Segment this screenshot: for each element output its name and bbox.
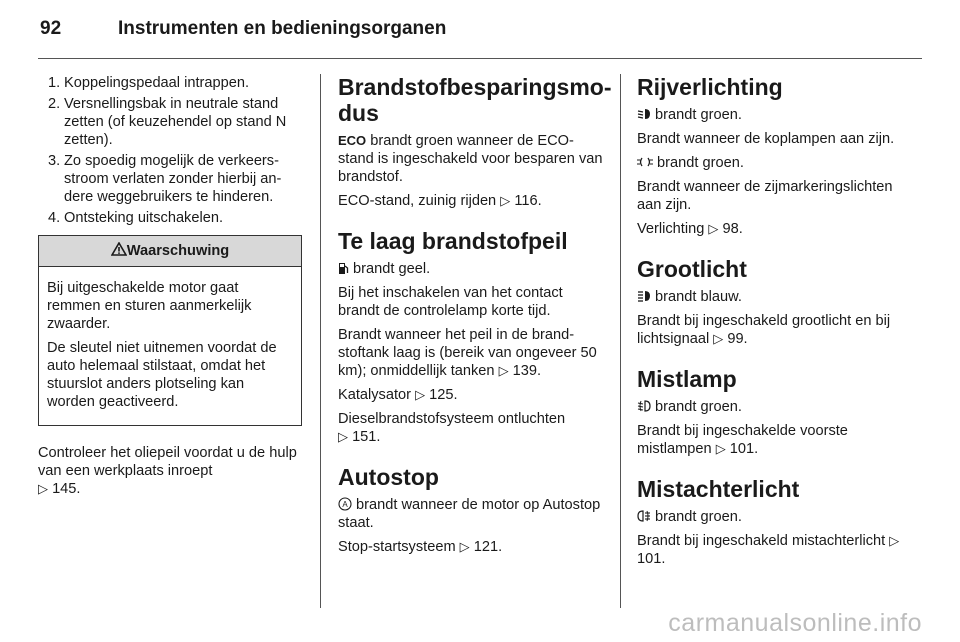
paragraph: Bij het inschakelen van het contact brandt de controlelamp korte tijd.	[338, 285, 563, 319]
paragraph: brandt blauw.	[637, 288, 907, 306]
section-heading: Mistachterlicht	[637, 476, 800, 502]
page-ref: 121.	[473, 539, 503, 555]
paragraph: Brandt bij ingeschakeld grootlicht en bij lichtsignaal ▷ 99.	[637, 313, 891, 347]
paragraph: Dieselbrandstofsysteem ontluchten ▷ 151.	[338, 411, 566, 445]
page-ref: 125.	[429, 387, 458, 403]
page-ref-icon: ▷	[338, 429, 348, 444]
page-ref-icon: ▷	[38, 481, 48, 496]
column-1	[38, 74, 302, 504]
list-item: 3. Zo spoedig mogelijk de verkeersstroom verlaten zonder hierbij andere weggebruikers te hinderen.	[48, 153, 282, 205]
watermark: carmanualsonline.info	[668, 609, 922, 637]
steps-list	[38, 74, 302, 227]
section-heading: Mistlamp	[637, 366, 737, 392]
paragraph: Brandt wanneer het peil in de brandstoftank laag is (bereik van ongeveer 50 km); onmiddellijk tanken ▷ 139.	[338, 327, 597, 379]
front-fog-light-icon	[637, 400, 651, 412]
paragraph: ECO-stand, zuinig rijden ▷ 116.	[338, 193, 542, 209]
page-ref: 101.	[637, 551, 666, 567]
side-marker-lights-icon	[637, 156, 653, 168]
warning-title: Waarschuwing	[126, 243, 230, 259]
warning-text: Bij uitgeschakelde motor gaat remmen en sturen aanmerkelijk zwaarder.	[47, 280, 252, 332]
page-ref: 116.	[514, 193, 542, 209]
page-ref-icon: ▷	[500, 193, 511, 208]
warning-box	[38, 235, 302, 426]
page-number: 92	[40, 18, 62, 39]
page-ref: 101.	[729, 441, 759, 457]
paragraph: Brandt wanneer de koplampen aan zijn.	[637, 131, 895, 147]
warning-triangle-icon	[111, 242, 127, 256]
page-ref-icon: ▷	[713, 331, 724, 346]
paragraph: brandt groen.	[637, 154, 907, 172]
list-item: 2. Versnellingsbak in neutrale stand zetten (of keuzehendel op stand N zetten).	[48, 96, 287, 148]
paragraph: Verlichting ▷ 98.	[637, 221, 743, 237]
section-heading: Brandstofbesparingsmodus	[338, 74, 612, 126]
page-ref-icon: ▷	[415, 387, 426, 402]
list-item: 1. Koppelingspedaal intrappen.	[48, 75, 250, 91]
paragraph: Stop-startsysteem ▷ 121.	[338, 539, 503, 555]
column-divider	[620, 74, 621, 608]
rear-fog-light-icon	[637, 510, 651, 522]
column-3	[637, 74, 907, 574]
page-title: Instrumenten en bedieningsorganen	[118, 18, 447, 39]
page-ref-icon: ▷	[459, 539, 470, 554]
page-ref: 99.	[727, 331, 748, 347]
header-rule	[38, 58, 922, 59]
fuel-pump-icon	[338, 262, 349, 275]
warning-body	[39, 267, 301, 425]
paragraph: brandt geel.	[338, 260, 603, 278]
paragraph: Katalysator ▷ 125.	[338, 387, 458, 403]
paragraph: brandt groen.	[637, 508, 907, 526]
autostop-icon	[338, 497, 352, 511]
page-ref: 145.	[52, 481, 81, 497]
column-divider	[320, 74, 321, 608]
paragraph: ECO brandt groen wanneer de ECO-stand is ingeschakeld voor besparen van brandstof.	[338, 133, 603, 185]
column-2	[338, 74, 612, 562]
eco-indicator: ECO	[338, 133, 367, 148]
high-beam-icon	[637, 290, 651, 302]
paragraph: brandt groen.	[637, 398, 907, 416]
warning-text: De sleutel niet uitnemen voordat de auto helemaal stilstaat, omdat het stuurslot anders plotseling kan worden geactiveerd.	[47, 340, 277, 410]
page-header	[40, 18, 446, 40]
page-ref-icon: ▷	[889, 533, 900, 548]
list-item: 4. Ontsteking uitschakelen.	[48, 210, 223, 226]
paragraph: A brandt wanneer de motor op Autostop staat.	[338, 497, 601, 531]
paragraph: Brandt wanneer de zijmarkeringslichten aan zijn.	[637, 179, 893, 213]
page-ref: 151.	[352, 429, 381, 445]
section-heading: Rijverlichting	[637, 74, 783, 100]
section-heading: Te laag brandstofpeil	[338, 228, 568, 254]
section-heading: Grootlicht	[637, 256, 747, 282]
page-ref-icon: ▷	[708, 221, 719, 236]
page-ref-icon: ▷	[715, 441, 726, 456]
paragraph: Brandt bij ingeschakeld mistachterlicht ▷ 101.	[637, 533, 900, 567]
paragraph: brandt groen.	[637, 106, 907, 124]
paragraph: Controleer het oliepeil voordat u de hulp van een werkplaats inroept ▷ 145.	[38, 445, 297, 497]
page-ref-icon: ▷	[498, 363, 509, 378]
page-ref: 139.	[512, 363, 542, 379]
section-heading: Autostop	[338, 464, 439, 490]
svg-text:A: A	[342, 500, 348, 509]
warning-header	[39, 236, 301, 267]
low-beam-icon	[637, 108, 651, 120]
page-ref: 98.	[722, 221, 743, 237]
paragraph: Brandt bij ingeschakelde voorste mistlampen ▷ 101.	[637, 423, 848, 457]
